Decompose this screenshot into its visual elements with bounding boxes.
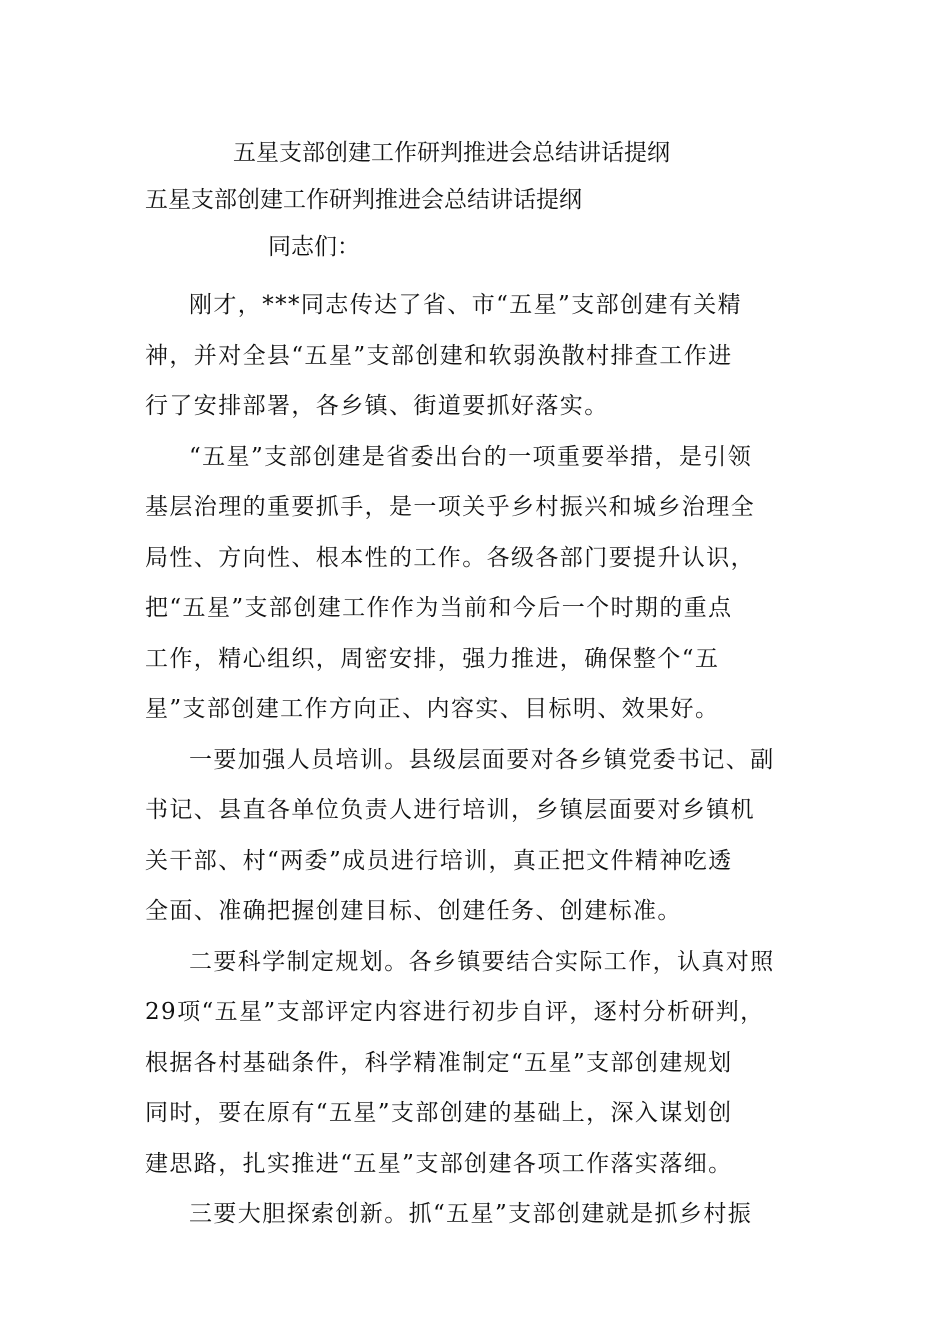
text-line: 书记、县直各单位负责人进行培训，乡镇层面要对乡镇机 [145, 797, 755, 823]
text-line: 二要科学制定规划。各乡镇要结合实际工作，认真对照 [189, 948, 775, 975]
text-line: 关干部、村“两委”成员进行培训，真正把文件精神吃透 [145, 847, 733, 874]
text-line: 神，并对全县“五星”支部创建和软弱涣散村排查工作进 [145, 342, 733, 369]
text-line: 一要加强人员培训。县级层面要对各乡镇党委书记、副 [189, 746, 775, 773]
text-line: “五星”支部创建是省委出台的一项重要举措，是引领 [189, 443, 753, 470]
document-body [145, 280, 825, 1240]
document-subtitle: 五星支部创建工作研判推进会总结讲话提纲 [145, 187, 582, 213]
text-line: 同时，要在原有“五星”支部创建的基础上，深入谋划创 [145, 1100, 733, 1126]
text-line: 三要大胆探索创新。抓“五星”支部创建就是抓乡村振 [189, 1201, 753, 1227]
text-line: 星”支部创建工作方向正、内容实、目标明、效果好。 [145, 696, 720, 722]
text-line: 建思路，扎实推进“五星”支部创建各项工作落实落细。 [145, 1150, 733, 1177]
text-line: 行了安排部署，各乡镇、街道要抓好落实。 [145, 393, 609, 419]
salutation: 同志们： [268, 234, 360, 260]
text-line: 工作，精心组织，周密安排，强力推进，确保整个“五 [145, 645, 720, 672]
document-title: 五星支部创建工作研判推进会总结讲话提纲 [233, 140, 670, 166]
text-line: 根据各村基础条件，科学精准制定“五星”支部创建规划 [145, 1049, 733, 1076]
text-line: 29项“五星”支部评定内容进行初步自评，逐村分析研判， [145, 999, 765, 1025]
text-line: 基层治理的重要抓手，是一项关乎乡村振兴和城乡治理全 [145, 494, 755, 520]
text-line: 把“五星”支部创建工作作为当前和今后一个时期的重点 [145, 595, 733, 621]
text-line: 刚才，***同志传达了省、市“五星”支部创建有关精 [189, 292, 743, 318]
text-line: 全面、准确把握创建目标、创建任务、创建标准。 [145, 898, 682, 924]
text-line: 局性、方向性、根本性的工作。各级各部门要提升认识， [145, 544, 755, 571]
